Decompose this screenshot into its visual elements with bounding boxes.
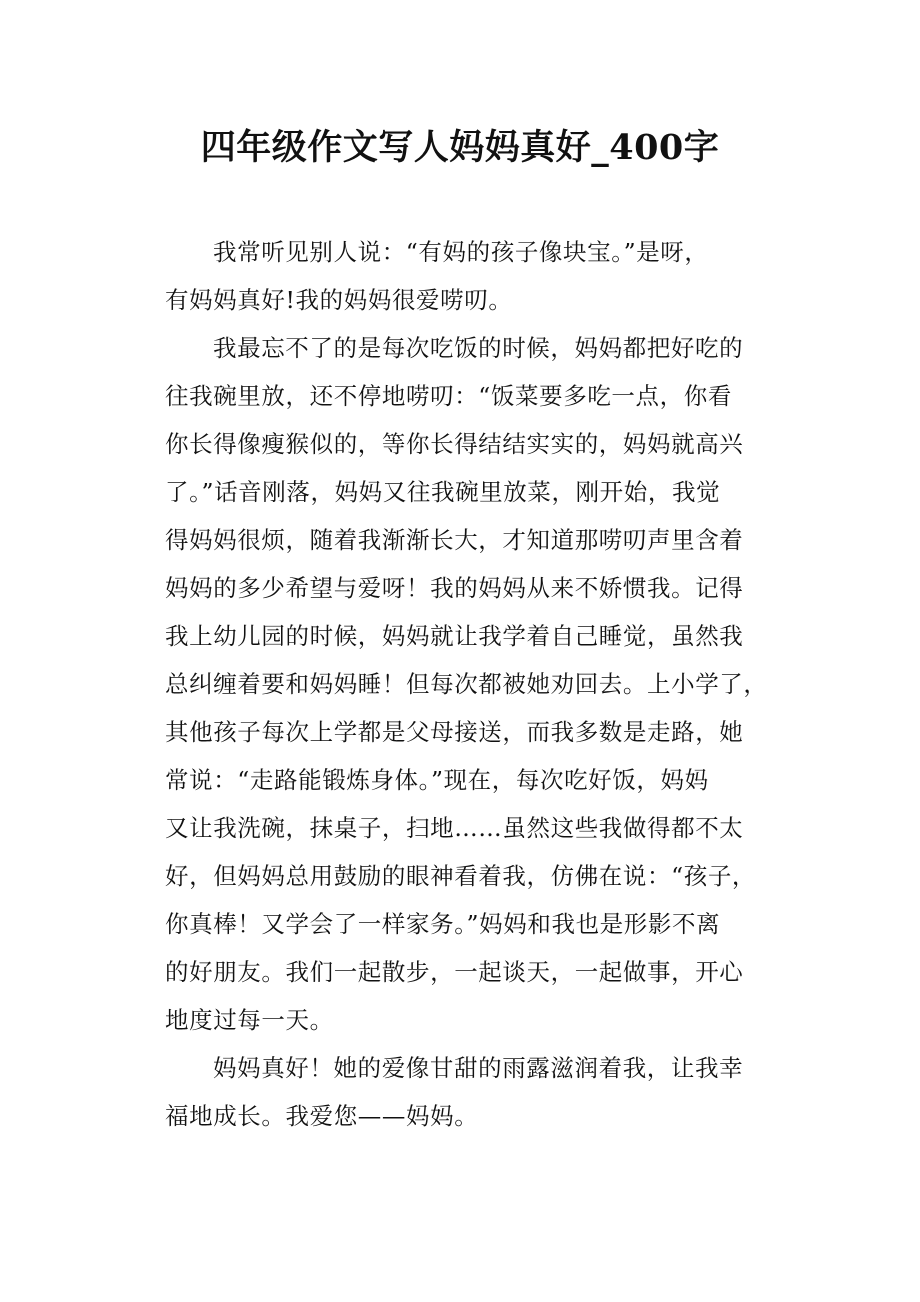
document-body <box>165 236 768 1148</box>
paragraph-1 <box>165 236 765 316</box>
paragraph-line: 其他孩子每次上学都是父母接送，而我多数是走路，她 <box>165 718 744 746</box>
document-title: 四年级作文写人妈妈真好_400字 <box>200 127 720 168</box>
paragraph-line: 你长得像瘦猴似的，等你长得结结实实的，妈妈就高兴 <box>165 430 744 458</box>
paragraph-2 <box>165 332 768 1036</box>
paragraph-line: 有妈妈真好!我的妈妈很爱唠叨。 <box>165 286 513 314</box>
paragraph-line: 妈妈真好！她的爱像甘甜的雨露滋润着我，让我幸 <box>213 1054 744 1082</box>
paragraph-line: 地度过每一天。 <box>165 1006 334 1034</box>
paragraph-line: 你真棒！又学会了一样家务。”妈妈和我也是形影不离 <box>165 910 721 938</box>
paragraph-line: 了。”话音刚落，妈妈又往我碗里放菜，刚开始，我觉 <box>165 478 721 506</box>
paragraph-line: 我上幼儿园的时候，妈妈就让我学着自己睡觉，虽然我 <box>165 622 744 650</box>
paragraph-line: 我常听见别人说：“有妈的孩子像块宝。”是呀， <box>213 238 709 266</box>
paragraph-line: 常说：“走路能锻炼身体。”现在，每次吃好饭，妈妈 <box>165 766 709 794</box>
paragraph-line: 妈妈的多少希望与爱呀！我的妈妈从来不娇惯我。记得 <box>165 574 744 602</box>
paragraph-line: 福地成长。我爱您——妈妈。 <box>165 1102 479 1130</box>
paragraph-line: 又让我洗碗，抹桌子，扫地……虽然这些我做得都不太 <box>165 814 744 842</box>
paragraph-line: 往我碗里放，还不停地唠叨：“饭菜要多吃一点，你看 <box>165 382 732 410</box>
paragraph-line: 的好朋友。我们一起散步，一起谈天，一起做事，开心 <box>165 958 744 986</box>
paragraph-line: 好，但妈妈总用鼓励的眼神看着我，仿佛在说：“孩子， <box>165 862 757 890</box>
paragraph-line: 我最忘不了的是每次吃饭的时候，妈妈都把好吃的 <box>213 334 744 362</box>
paragraph-line: 得妈妈很烦，随着我渐渐长大，才知道那唠叨声里含着 <box>165 526 744 554</box>
paragraph-3 <box>165 1052 765 1132</box>
paragraph-line: 总纠缠着要和妈妈睡！但每次都被她劝回去。上小学了， <box>165 670 768 698</box>
